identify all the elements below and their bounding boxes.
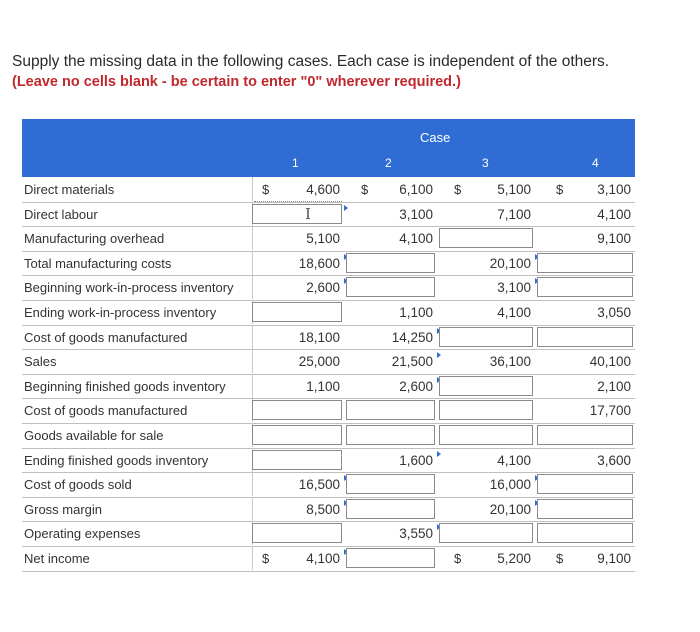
currency-symbol: $ <box>454 182 462 197</box>
row-label: Beginning work-in-process inventory <box>22 275 253 299</box>
case-1-value: 16,500 <box>298 477 340 493</box>
case-1-value: 5,100 <box>306 231 340 247</box>
case-3-value: 20,100 <box>489 255 531 271</box>
row-label: Direct materials <box>22 177 253 201</box>
row-label: Gross margin <box>22 497 253 521</box>
table-row <box>22 300 635 326</box>
table-row <box>22 226 635 252</box>
case-3-value: 20,100 <box>489 501 531 517</box>
instructions <box>12 52 692 92</box>
case-4-value: 17,700 <box>589 403 631 419</box>
case-2-value <box>344 497 437 521</box>
table-row <box>22 275 635 301</box>
case-2-value <box>344 546 437 570</box>
case-3-value: 3,100 <box>497 280 531 296</box>
case-2-value: 21,500 <box>391 354 433 370</box>
case-3-value: 7,100 <box>497 206 531 222</box>
case-4-value <box>535 521 635 545</box>
table-row <box>22 448 635 474</box>
case-2-value: 3,550 <box>399 526 433 542</box>
row-label: Operating expenses <box>22 521 253 545</box>
case-1-value: 25,000 <box>298 354 340 370</box>
case-number-1: 1 <box>292 156 299 170</box>
row-label: Ending work-in-process inventory <box>22 300 253 324</box>
case-2-value: 1,600 <box>399 452 433 468</box>
table-row <box>22 374 635 400</box>
table-row <box>22 398 635 424</box>
cost-data-table <box>22 119 635 579</box>
currency-symbol: $ <box>262 182 270 197</box>
case-1-value: 4,100 <box>306 551 340 566</box>
case-4-value <box>535 325 635 349</box>
case-2-value <box>344 472 437 496</box>
currency-symbol: $ <box>454 551 462 566</box>
case-4-value <box>535 472 635 496</box>
focus-outline <box>254 201 342 202</box>
case-3-value <box>437 325 535 349</box>
case-3-value: 4,100 <box>497 452 531 468</box>
case-2-value: 3,100 <box>399 206 433 222</box>
case-1-value <box>250 202 344 226</box>
table-row <box>22 325 635 351</box>
row-label: Direct labour <box>22 202 253 226</box>
case-4-value: 3,600 <box>597 452 631 468</box>
table-row <box>22 251 635 277</box>
case-header: Case <box>420 130 451 145</box>
row-label: Manufacturing overhead <box>22 226 253 250</box>
case-3-value <box>437 423 535 447</box>
case-4-value: 9,100 <box>597 231 631 247</box>
case-3-value: 5,100 <box>497 182 531 197</box>
case-4-value <box>535 497 635 521</box>
row-label: Beginning finished goods inventory <box>22 374 253 398</box>
table-row <box>22 521 635 547</box>
case-number-row <box>22 147 635 177</box>
currency-symbol: $ <box>262 551 270 566</box>
case-2-value: 1,100 <box>399 305 433 320</box>
case-2-value <box>344 275 437 299</box>
case-number-4: 4 <box>592 156 599 170</box>
case-1-value: 18,600 <box>298 255 340 271</box>
table-row <box>22 546 635 572</box>
table-row <box>22 177 635 203</box>
case-2-value <box>344 251 437 275</box>
row-label: Cost of goods sold <box>22 472 253 496</box>
case-1-value: 1,100 <box>306 378 340 394</box>
currency-symbol: $ <box>556 182 564 197</box>
case-3-value <box>437 521 535 545</box>
case-number-3: 3 <box>482 156 489 170</box>
case-4-value: 9,100 <box>597 551 631 566</box>
case-1-value <box>250 521 344 545</box>
case-2-value: 14,250 <box>391 329 433 345</box>
table-row <box>22 497 635 523</box>
case-header-row <box>22 119 635 147</box>
table-row <box>22 423 635 449</box>
row-label: Ending finished goods inventory <box>22 448 253 472</box>
currency-symbol: $ <box>556 551 564 566</box>
case-3-value <box>437 226 535 250</box>
row-label: Cost of goods manufactured <box>22 398 253 422</box>
case-1-value <box>250 423 344 447</box>
case-3-value: 4,100 <box>497 305 531 320</box>
case-2-value <box>344 398 437 422</box>
case-4-value: 40,100 <box>589 354 631 370</box>
case-4-value: 3,050 <box>597 305 631 320</box>
row-label: Sales <box>22 349 253 373</box>
case-number-2: 2 <box>385 156 392 170</box>
table-row <box>22 349 635 375</box>
currency-symbol: $ <box>361 182 369 197</box>
row-label: Goods available for sale <box>22 423 253 447</box>
case-4-value <box>535 423 635 447</box>
case-3-value: 5,200 <box>497 551 531 566</box>
case-1-value: 8,500 <box>306 501 340 517</box>
row-label: Cost of goods manufactured <box>22 325 253 349</box>
text-cursor-icon: I <box>305 204 311 223</box>
case-1-value: 18,100 <box>298 329 340 345</box>
case-4-value: 3,100 <box>597 182 631 197</box>
case-3-value: 16,000 <box>489 477 531 493</box>
case-1-value <box>250 398 344 422</box>
case-4-value <box>535 251 635 275</box>
row-label: Net income <box>22 546 253 570</box>
case-3-value: 36,100 <box>489 354 531 370</box>
case-1-value <box>250 448 344 472</box>
case-4-value <box>535 275 635 299</box>
case-1-value: 2,600 <box>306 280 340 296</box>
case-1-value: 4,600 <box>306 182 340 197</box>
case-2-value <box>344 423 437 447</box>
case-2-value: 4,100 <box>399 231 433 247</box>
case-3-value <box>437 374 535 398</box>
instructions-text: Supply the missing data in the following cases. Each case is independent of the others. <box>12 53 610 70</box>
table-row <box>22 202 635 228</box>
case-2-value: 2,600 <box>399 378 433 394</box>
case-2-value: 6,100 <box>399 182 433 197</box>
case-4-value: 4,100 <box>597 206 631 222</box>
case-4-value: 2,100 <box>597 378 631 394</box>
case-1-value <box>250 300 344 324</box>
instructions-note: (Leave no cells blank - be certain to enter "0" wherever required.) <box>12 74 461 90</box>
row-label: Total manufacturing costs <box>22 251 253 275</box>
case-3-value <box>437 398 535 422</box>
table-row <box>22 472 635 498</box>
